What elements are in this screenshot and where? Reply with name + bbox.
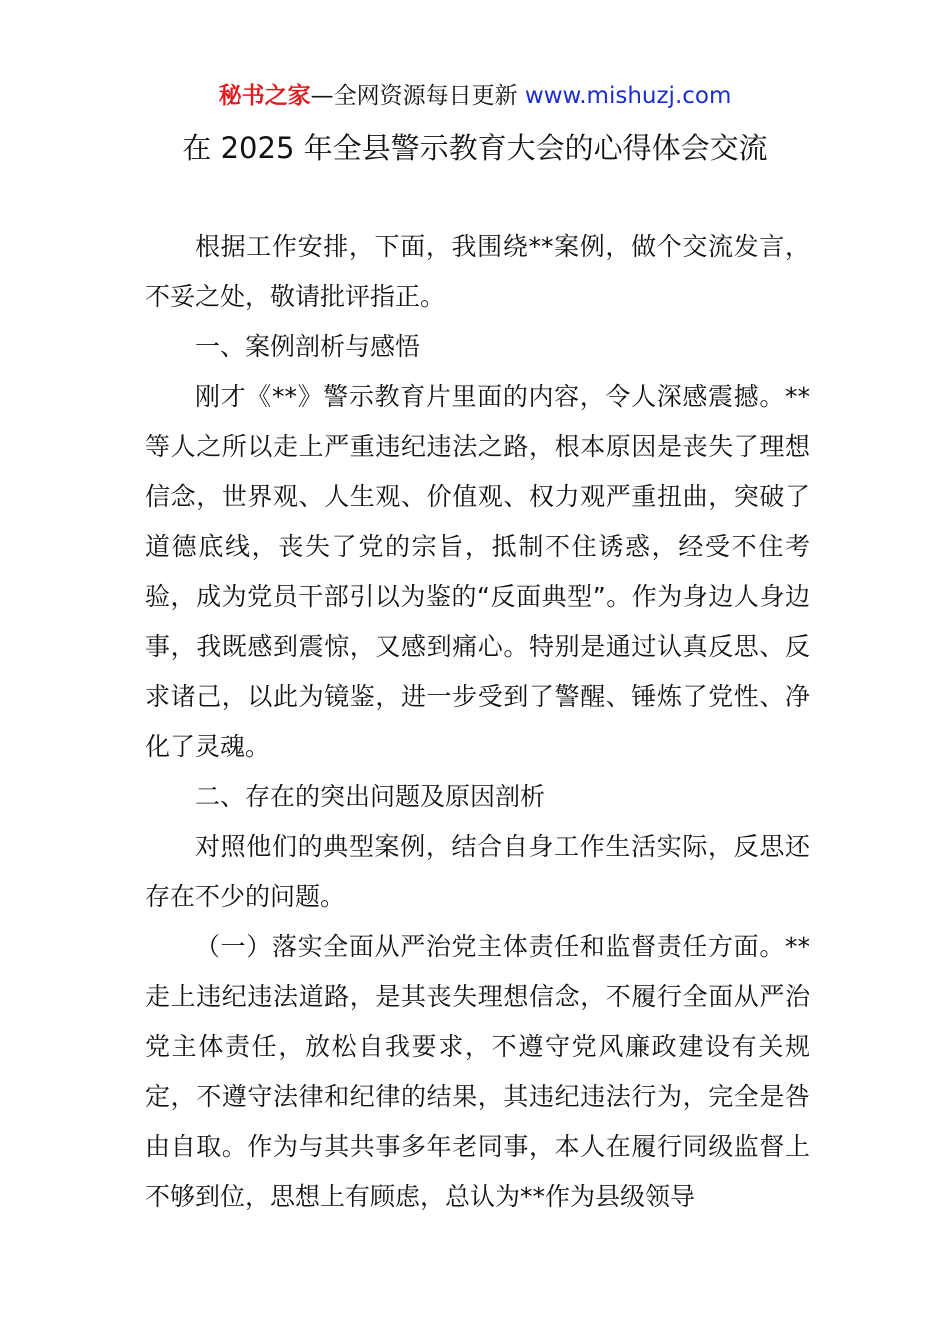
paragraph-intro: 根据工作安排，下面，我围绕**案例，做个交流发言，不妥之处，敬请批评指正。: [145, 232, 810, 311]
section-heading-2: 二、存在的突出问题及原因剖析: [195, 782, 546, 811]
site-banner: [0, 80, 950, 112]
document-title: 在 2025 年全县警示教育大会的心得体会交流: [182, 131, 768, 165]
banner-tagline: —全网资源每日更新: [310, 83, 525, 109]
site-url-link[interactable]: www.mishuzj.com: [524, 83, 732, 109]
section-heading-1: 一、案例剖析与感悟: [195, 332, 421, 361]
document-body: [145, 222, 810, 1222]
brand-name: 秘书之家: [218, 83, 311, 109]
paragraph-case-analysis: 刚才《**》警示教育片里面的内容，令人深感震撼。**等人之所以走上严重违纪违法之路，根本原因是丧失了理想信念，世界观、人生观、价值观、权力观严重扭曲，突破了道德底线，丧失了党的宗旨，抵制不住诱惑，经受不住考验，成为党员干部引以为鉴的“反面典型”。作为身边人身边事，我既感到震惊，又感到痛心。特别是通过认真反思、反求诸己，以此为镜鉴，进一步受到了警醒、锤炼了党性、净化了灵魂。: [145, 382, 810, 761]
paragraph-subsection-1: （一）落实全面从严治党主体责任和监督责任方面。**走上违纪违法道路，是其丧失理想信念，不履行全面从严治党主体责任，放松自我要求，不遵守党风廉政建设有关规定，不遵守法律和纪律的结果，其违纪违法行为，完全是咎由自取。作为与其共事多年老同事，本人在履行同级监督上不够到位，思想上有顾虑，总认为**作为县级领导: [145, 932, 810, 1211]
paragraph-reflection: 对照他们的典型案例，结合自身工作生活实际，反思还存在不少的问题。: [145, 832, 810, 911]
